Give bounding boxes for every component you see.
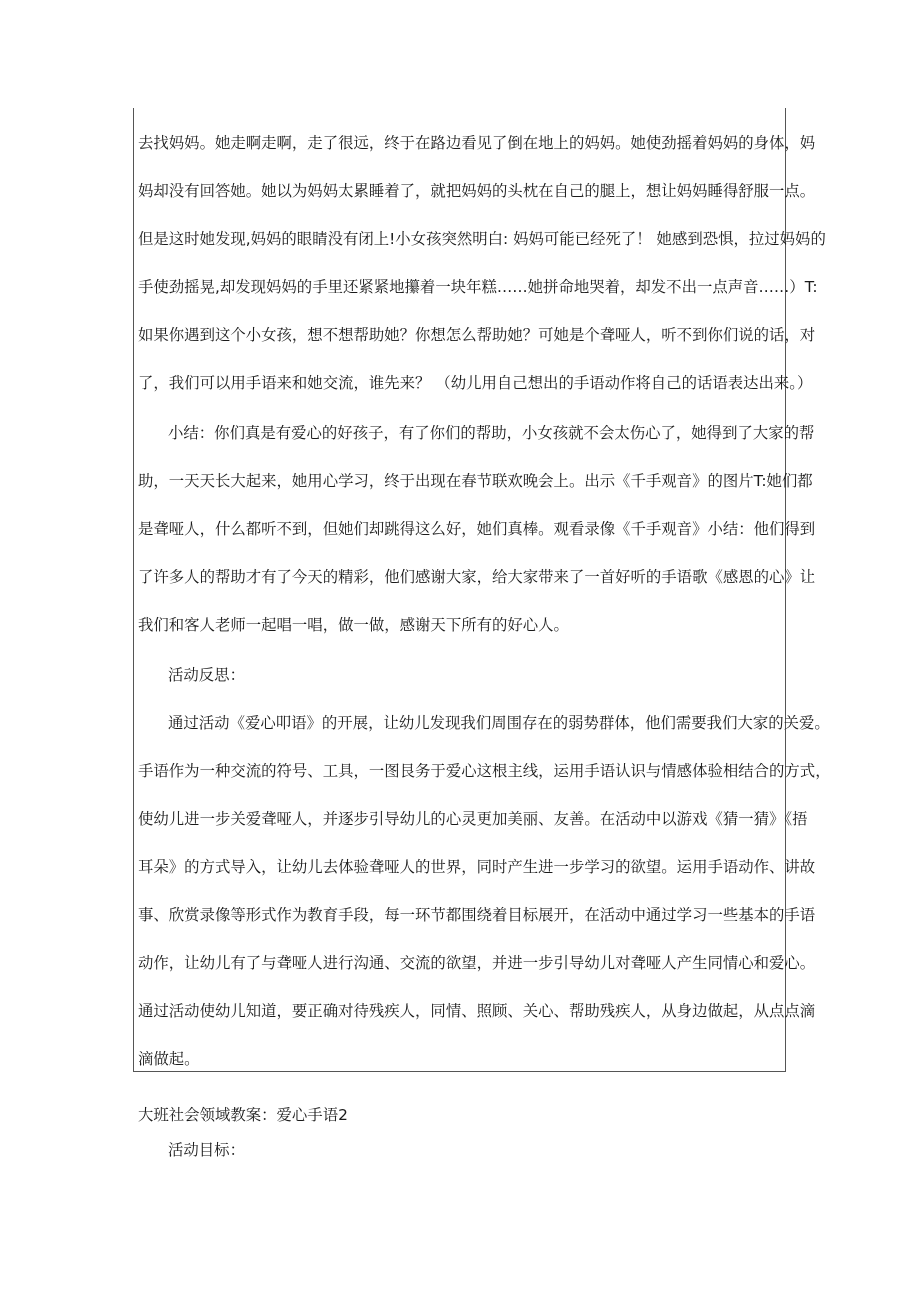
text-line: 助，一天天长大起来，她用心学习，终于出现在春节联欢晚会上。出示《千手观音》的图片T:她们都 [138, 472, 813, 490]
text-line: 事、欣赏录像等形式作为教育手段，每一环节都围绕着目标展开，在活动中通过学习一些基本的手语 [138, 906, 816, 924]
text-line: 如果你遇到这个小女孩，想不想帮助她？你想怎么帮助她？可她是个聋哑人，听不到你们说的话，对 [138, 326, 816, 344]
next-section-heading: 活动目标： [168, 1141, 245, 1159]
text-line: 通过活动《爱心叩语》的开展，让幼儿发现我们周围存在的弱势群体，他们需要我们大家的关爱。 [168, 714, 830, 732]
next-lesson-title: 大班社会领域教案：爱心手语2 [138, 1106, 348, 1124]
text-line: 了，我们可以用手语来和她交流，谁先来？ （幼儿用自己想出的手语动作将自己的话语表达出来。） [138, 374, 813, 392]
text-line: 了许多人的帮助才有了今天的精彩，他们感谢大家，给大家带来了一首好听的手语歌《感恩的心》让 [138, 568, 816, 586]
text-line: 我们和客人老师一起唱一唱，做一做，感谢天下所有的好心人。 [138, 616, 569, 634]
text-line: 小结：你们真是有爱心的好孩子，有了你们的帮助，小女孩就不会太伤心了，她得到了大家的帮 [168, 424, 815, 442]
text-line: 妈却没有回答她。她以为妈妈太累睡着了，就把妈妈的头枕在自己的腿上，想让妈妈睡得舒服一点。 [138, 182, 816, 200]
text-line: 通过活动使幼儿知道，要正确对待残疾人，同情、照顾、关心、帮助残疾人，从身边做起，从点点滴 [138, 1002, 816, 1020]
text-line: 动作，让幼儿有了与聋哑人进行沟通、交流的欲望，并进一步引导幼儿对聋哑人产生同情心和爱心。 [138, 954, 816, 972]
text-line: 但是这时她发现,妈妈的眼睛没有闭上!小女孩突然明白: 妈妈可能已经死了！ 她感到恐惧，拉过妈妈的 [138, 230, 826, 248]
text-line: 耳朵》的方式导入，让幼儿去体验聋哑人的世界，同时产生进一步学习的欲望。运用手语动作、讲故 [138, 858, 816, 876]
text-line: 滴做起。 [138, 1050, 200, 1068]
text-line: 是聋哑人，什么都听不到，但她们却跳得这么好，她们真棒。观看录像《千手观音》小结：他们得到 [138, 520, 816, 538]
text-line: 手语作为一种交流的符号、工具，一图艮务于爱心这根主线，运用手语认识与情感体验相结合的方式， [138, 762, 831, 780]
text-line: 使幼儿进一步关爱聋哑人，并逐步引导幼儿的心灵更加美丽、友善。在活动中以游戏《猜一猜》《捂 [138, 810, 808, 828]
text-line: 手使劲摇晃,却发现妈妈的手里还紧紧地攥着一块年糕……她拼命地哭着，却发不出一点声音……）T: [138, 278, 818, 296]
text-frame [133, 108, 831, 1072]
section-heading: 活动反思： [168, 666, 245, 684]
text-line: 去找妈妈。她走啊走啊，走了很远，终于在路边看见了倒在地上的妈妈。她使劲摇着妈妈的身体，妈 [138, 134, 816, 152]
